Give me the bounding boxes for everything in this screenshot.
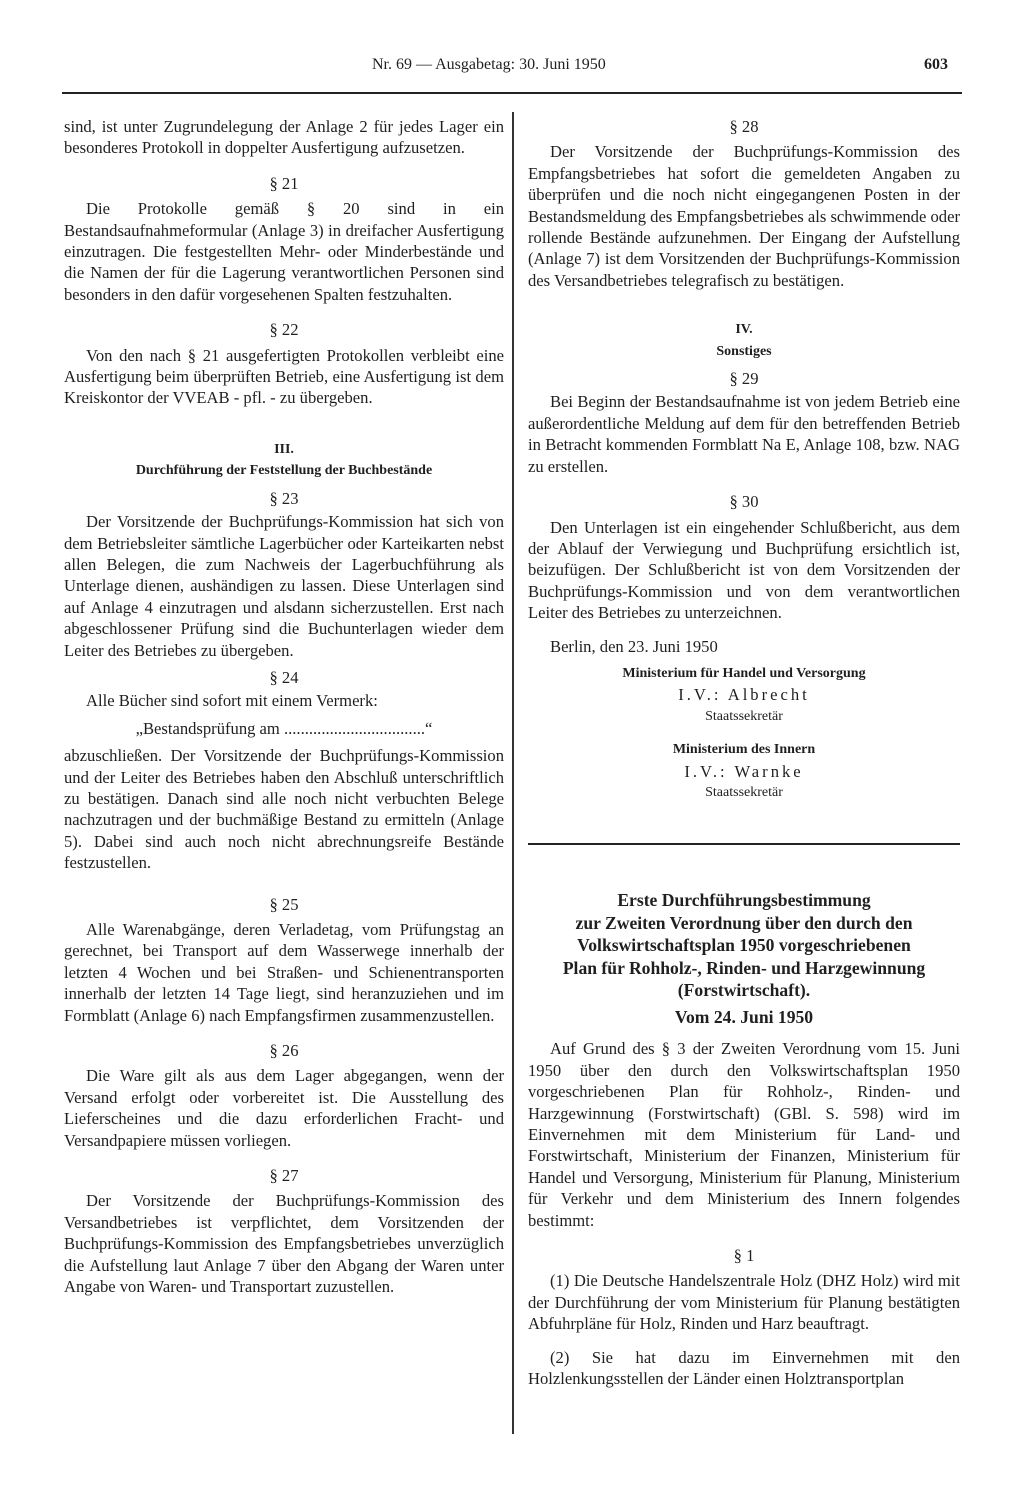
section-28-text: Der Vorsitzende der Buchprüfungs-Kommission des Empfangsbetriebes hat sofort die gemeldeten Angaben zu überprüfen und die noch nicht eingegangenen Posten in der Bestandsmeldung des Empfangsbetriebes als schwimmende oder rollende Bestände aufzunehmen. Der Eingang der Aufstellung (Anlage 7) ist dem Vorsitzenden der Buchprüfungs-Kommission des Versandbetriebes telegrafisch zu bestätigen.: [528, 142, 960, 290]
right-column: [528, 116, 960, 1389]
intro-paragraph: sind, ist unter Zugrundelegung der Anlage 2 für jedes Lager ein besonderes Protokoll in doppelter Ausfertigung aufzusetzen.: [64, 117, 504, 158]
column-divider: [512, 112, 514, 1434]
section-28-title: § 28: [729, 117, 759, 136]
ministry-1-signer: I.V.: Albrecht: [678, 685, 810, 705]
section-22-text: Von den nach § 21 ausgefertigten Protokollen verbleibt eine Ausfertigung beim überprüften Betrieb, eine Ausfertigung ist dem Kreiskontor der VVEAB - pfl. - zu übergeben.: [64, 345, 504, 408]
section-21-text: Die Protokolle gemäß § 20 sind in ein Bestandsaufnahmeformular (Anlage 3) in dreifacher Ausfertigung einzutragen. Die festgestellten Mehr- oder Minderbestände und die Namen der für die Lagerung verantwortlichen Personen sind besonders in den dafür vorgesehenen Spalten festzuhalten.: [64, 199, 504, 304]
decree-title-line: (Forstwirtschaft).: [677, 980, 811, 1001]
header-rule: [62, 92, 962, 94]
section-26-text: Die Ware gilt als aus dem Lager abgegangen, wenn der Versand erfolgt oder vorbereitet ist. Die Ausstellung des Lieferscheines und die dazu erforderlichen Fracht- und Versandpapiere müssen vorliegen.: [64, 1066, 504, 1150]
section-26-title: § 26: [269, 1041, 299, 1061]
section-27-title: § 27: [269, 1166, 299, 1186]
decree-title-line: zur Zweiten Verordnung über den durch den: [575, 912, 913, 933]
section-1-title: § 1: [733, 1246, 755, 1266]
section-22-title: § 22: [269, 320, 299, 340]
issue-line: Nr. 69 — Ausgabetag: 30. Juni 1950: [372, 56, 606, 73]
ministry-2-signer: I.V.: Warnke: [684, 761, 804, 781]
section-30-text: Den Unterlagen ist ein eingehender Schlußbericht, aus dem der Ablauf der Verwiegung und Buchprüfung ersichtlich ist, beizufügen. Der Schlußbericht ist von dem Vorsitzenden der Buchprüfungs-Kommission und von dem verantwortlichen Leiter des Betriebes zu unterzeichnen.: [528, 517, 960, 623]
decree-title-line: Volkswirtschaftsplan 1950 vorgeschriebenen: [577, 935, 911, 956]
part-3-numeral: III.: [274, 441, 294, 457]
ministry-1: Ministerium für Handel und Versorgung: [622, 665, 866, 681]
part-4-heading: Sonstiges: [716, 343, 772, 359]
page-number: 603: [924, 56, 948, 73]
ministry-2-role: Staatssekretär: [705, 784, 783, 800]
part-4-numeral: IV.: [735, 322, 753, 338]
section-29-text: Bei Beginn der Bestandsaufnahme ist von jedem Betrieb eine außerordentliche Meldung auf dem für den betreffenden Betrieb in Betracht kommenden Formblatt Na E, Anlage 108, bzw. NAG zu erstellen.: [528, 392, 960, 476]
section-24-quote: „Bestandsprüfung am ..................................“: [135, 718, 433, 738]
decree-preamble: Auf Grund des § 3 der Zweiten Verordnung vom 15. Juni 1950 über den durch den Volkswirtschaftsplan 1950 vorgeschriebenen Plan für Rohholz-, Rinden- und Harzgewinnung (Forstwirtschaft) (GBl. S. 598) wird im Einvernehmen mit dem Ministerium für Land- und Forstwirtschaft, Ministerium der Finanzen, Ministerium für Handel und Versorgung, Ministerium für Planung, Ministerium für Verkehr und dem Ministerium des Innern folgendes bestimmt:: [528, 1039, 960, 1230]
section-27-text: Der Vorsitzende der Buchprüfungs-Kommission des Versandbetriebes ist verpflichtet, dem Vorsitzenden der Buchprüfungs-Kommission des Empfangsbetriebes unverzüglich die Aufstellung laut Anlage 7 über den Abgang der Waren unter Angabe von Waren- und Transportart zuzustellen.: [64, 1191, 504, 1297]
part-3-heading: Durchführung der Feststellung der Buchbestände: [135, 463, 433, 479]
section-29-title: § 29: [729, 369, 759, 389]
section-1-paragraph-1: (1) Die Deutsche Handelszentrale Holz (DHZ Holz) wird mit der Durchführung der vom Ministerium für Planung bestätigten Abfuhrpläne für Holz, Rinden und Harz beauftragt.: [528, 1271, 960, 1334]
section-30-title: § 30: [729, 492, 759, 512]
page-header: [0, 56, 1024, 80]
section-24-text-2: abzuschließen. Der Vorsitzende der Buchprüfungs-Kommission und der Leiter des Betriebes haben den Abschluß unterschriftlich zu bestätigen. Danach sind alle noch nicht verbuchten Belege nachzutragen und der buchmäßige Bestand zu ermitteln (Anlage 5). Dabei sind auch noch nicht abrechnungsreife Bestände festzustellen.: [64, 746, 504, 873]
ministry-2: Ministerium des Innern: [672, 742, 816, 758]
decree-title-line: Plan für Rohholz-, Rinden- und Harzgewinnung: [562, 957, 926, 978]
section-24-text-1: Alle Bücher sind sofort mit einem Vermerk:: [86, 691, 378, 711]
section-25-text: Alle Warenabgänge, deren Verladetag, vom Prüfungstag an gerechnet, bei Transport auf dem Wasserwege innerhalb der letzten 4 Wochen und bei Straßen- und Schienentransporten innerhalb der letzten 14 Tage liegt, sind heranzuziehen und im Formblatt (Anlage 6) nach Empfangsfirmen zusammenzustellen.: [64, 920, 504, 1025]
section-23-text: Der Vorsitzende der Buchprüfungs-Kommission hat sich von dem Betriebsleiter sämtliche Lagerbücher oder Karteikarten nebst allen Belegen, die zum Nachweis der Lagerbuchführung als Unterlage dienen, aushändigen zu lassen. Diese Unterlagen sind auf Anlage 4 einzutragen und alsdann sicherzustellen. Erst nach abgeschlossener Prüfung sind die Buchunterlagen wieder dem Leiter des Betriebes zu übergeben.: [64, 512, 504, 660]
section-separator: [528, 843, 960, 845]
decree-title-line: Erste Durchführungsbestimmung: [617, 890, 871, 911]
section-23-title: § 23: [269, 488, 299, 508]
section-25-title: § 25: [269, 894, 299, 914]
section-21-title: § 21: [269, 173, 299, 193]
place-date: Berlin, den 23. Juni 1950: [550, 636, 718, 656]
decree-date: Vom 24. Juni 1950: [674, 1006, 814, 1027]
section-1-paragraph-2: (2) Sie hat dazu im Einvernehmen mit den Holzlenkungsstellen der Länder einen Holztransportplan: [528, 1347, 960, 1389]
left-column: [64, 116, 504, 1298]
ministry-1-role: Staatssekretär: [705, 708, 783, 724]
section-24-title: § 24: [269, 667, 299, 687]
